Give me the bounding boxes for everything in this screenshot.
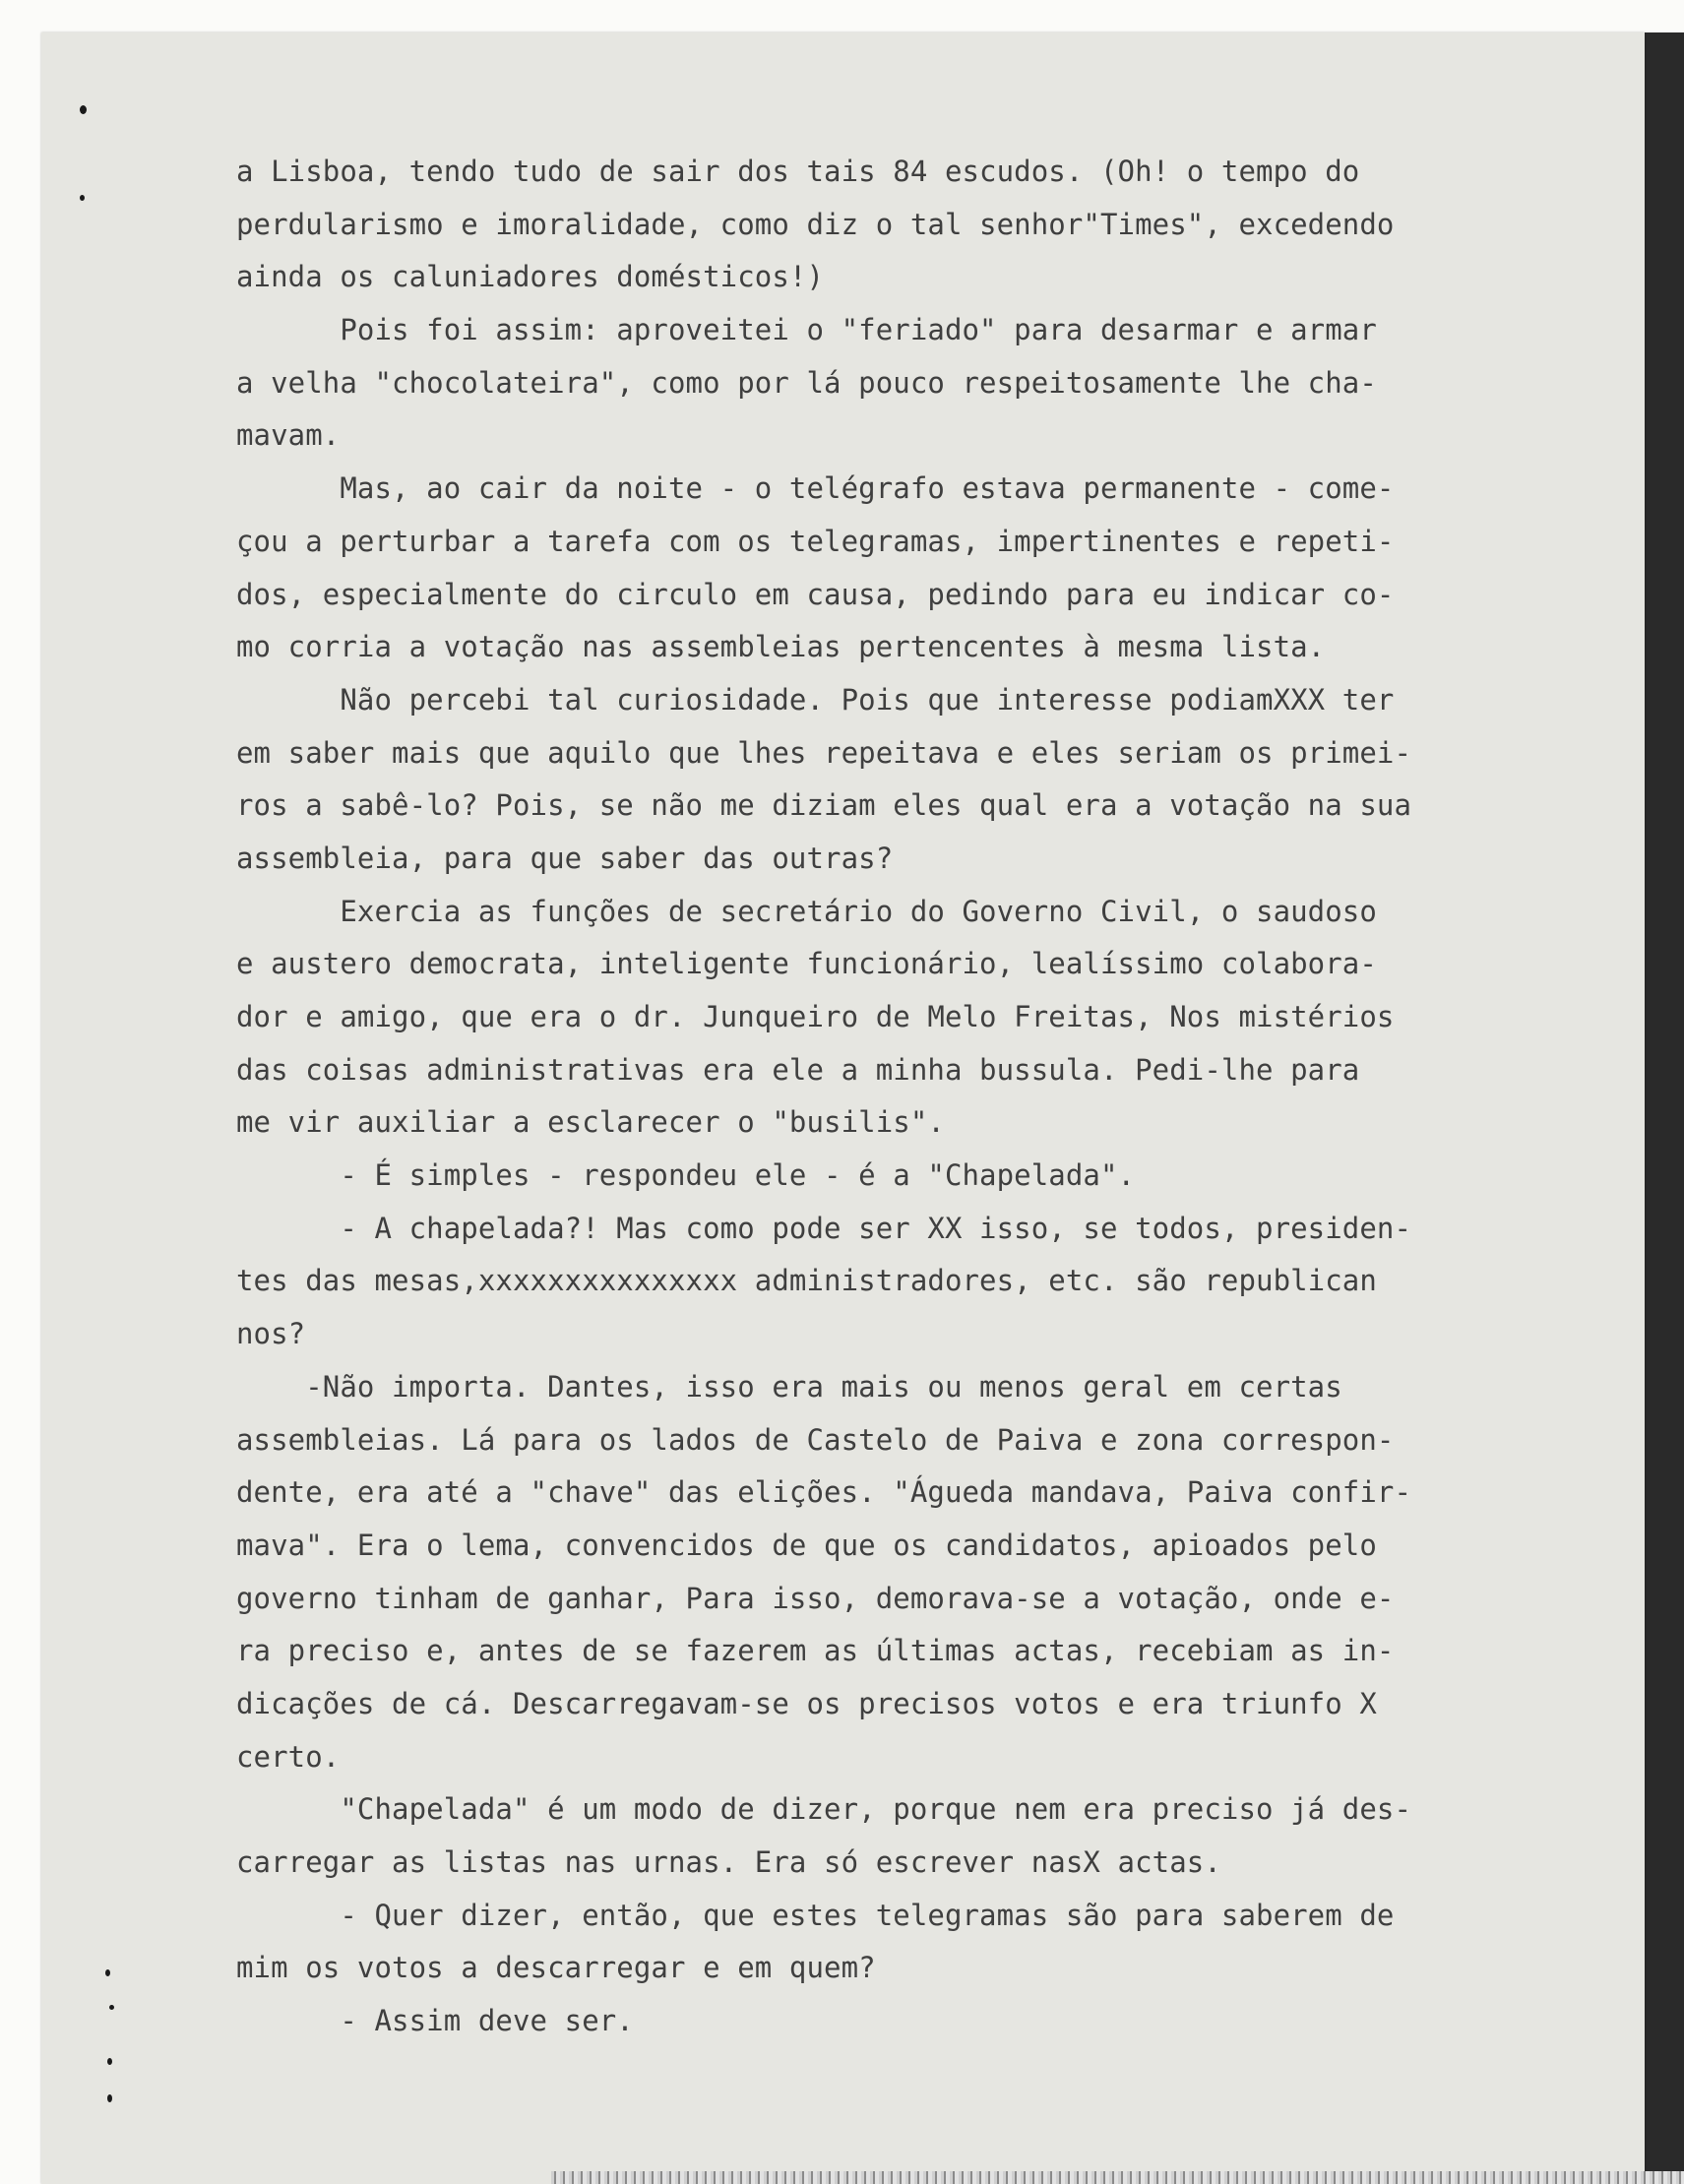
text-line: assembleias. Lá para os lados de Castelo de Paiva e zona correspon- [236,1422,1395,1457]
text-line: governo tinham de ganhar, Para isso, demorava-se a votação, onde e- [236,1581,1395,1615]
text-line: perdularismo e imoralidade, como diz o tal senhor"Times", excedendo [236,207,1395,241]
text-line: Mas, ao cair da noite - o telégrafo estava permanente - come- [236,471,1395,506]
text-line: nos? [236,1317,306,1351]
punch-mark [107,2058,112,2065]
punch-mark [80,195,85,201]
punch-mark [107,2094,112,2102]
text-line: Pois foi assim: aproveitei o "feriado" para desarmar e armar [236,313,1377,347]
text-line: Exercia as funções de secretário do Governo Civil, o saudoso [236,894,1377,928]
text-line: mavam. [236,418,341,453]
text-line: dor e amigo, que era o dr. Junqueiro de Melo Freitas, Nos mistérios [236,1000,1395,1033]
text-line: ra preciso e, antes de se fazerem as últimas actas, recebiam as in- [236,1634,1395,1668]
text-line: assembleia, para que saber das outras? [236,841,894,875]
punch-mark [109,2005,114,2010]
document-body [236,146,1555,2048]
text-line: e austero democrata, inteligente funcionário, lealíssimo colabora- [236,947,1377,981]
punch-mark [105,1969,110,1976]
text-line: mim os votos a descarregar e em quem? [236,1951,876,1985]
text-line: em saber mais que aquilo que lhes repeitava e eles seriam os primei- [236,735,1412,770]
text-line: carregar as listas nas urnas. Era só escrever nasX actas. [236,1845,1221,1879]
text-line: ros a sabê-lo? Pois, se não me diziam eles qual era a votação na sua [236,788,1412,823]
text-line: - Quer dizer, então, que estes telegramas são para saberem de [236,1898,1395,1932]
text-line: "Chapelada" é um modo de dizer, porque nem era preciso já des- [236,1792,1412,1827]
text-line: certo. [236,1739,341,1774]
text-line: dicações de cá. Descarregavam-se os precisos votos e era triunfo X [236,1686,1377,1720]
text-line: mava". Era o lema, convencidos de que os candidatos, apioados pelo [236,1528,1377,1562]
text-line: das coisas administrativas era ele a minha bussula. Pedi-lhe para [236,1052,1360,1087]
text-line: - A chapelada?! Mas como pode ser XX isso, se todos, presiden- [236,1211,1412,1245]
text-line: ainda os caluniadores domésticos!) [236,260,825,294]
text-line: me vir auxiliar a esclarecer o "busilis". [236,1105,945,1140]
punch-mark [80,105,87,114]
text-line: dos, especialmente do circulo em causa, pedindo para eu indicar co- [236,577,1395,611]
text-line: mo corria a votação nas assembleias pertencentes à mesma lista. [236,630,1326,664]
text-line: - Assim deve ser. [236,2004,634,2038]
text-line: Não percebi tal curiosidade. Pois que interesse podiamXXX ter [236,682,1395,717]
text-line: -Não importa. Dantes, isso era mais ou menos geral em certas [236,1369,1342,1404]
text-line: dente, era até a "chave" das elições. "Águeda mandava, Paiva confir- [236,1475,1412,1510]
text-line: a Lisboa, tendo tudo de sair dos tais 84 escudos. (Oh! o tempo do [236,155,1360,188]
text-line: çou a perturbar a tarefa com os telegramas, impertinentes e repeti- [236,524,1395,558]
text-line: - É simples - respondeu ele - é a "Chapelada". [236,1158,1136,1193]
text-line: tes das mesas,xxxxxxxxxxxxxxx administradores, etc. são republican [236,1264,1377,1298]
scanner-edge-right [1645,32,1684,2184]
scanner-edge-bottom [551,2171,1684,2184]
text-line: a velha "chocolateira", como por lá pouco respeitosamente lhe cha- [236,365,1377,400]
